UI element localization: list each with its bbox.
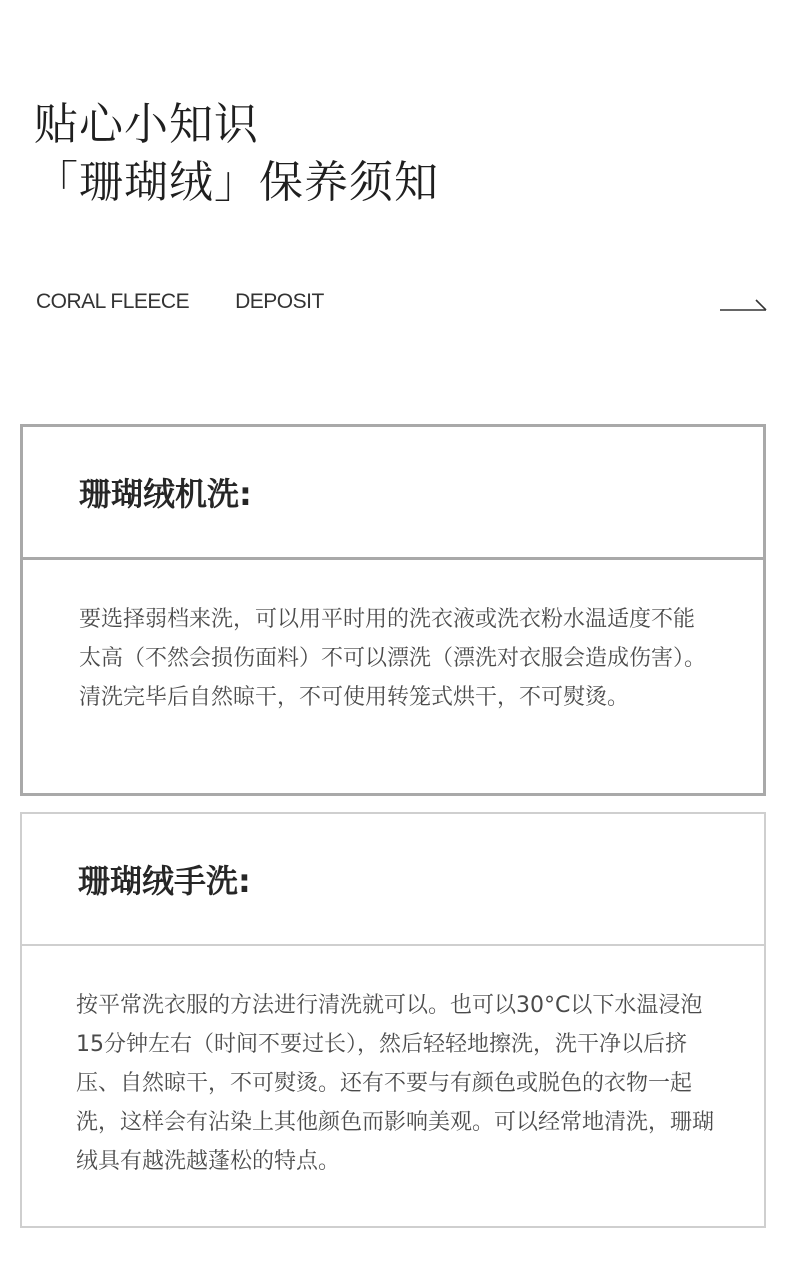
page-title-line-1: 贴心小知识 xyxy=(34,99,259,150)
page-title-line-2: 「珊瑚绒」保养须知 xyxy=(34,157,439,208)
machine-wash-card xyxy=(20,424,766,796)
hand-wash-heading: 珊瑚绒手洗: xyxy=(22,814,764,946)
machine-wash-text: 要选择弱档来洗，可以用平时用的洗衣液或洗衣粉水温适度不能太高（不然会损伤面料）不可以漂洗（漂洗对衣服会造成伤害）。清洗完毕后自然晾干，不可使用转笼式烘干，不可熨烫。 xyxy=(79,607,707,710)
subtitle-coral-fleece: CORAL FLEECE xyxy=(36,290,190,313)
hand-wash-text: 按平常洗衣服的方法进行清洗就可以。也可以30°C以下水温浸泡15分钟左右（时间不要过长），然后轻轻地擦洗，洗干净以后挤压、自然晾干，不可熨烫。还有不要与有颜色或脱色的衣物一起洗，这样会有沾染上其他颜色而影响美观。可以经常地清洗，珊瑚绒具有越洗越蓬松的特点。 xyxy=(76,993,715,1174)
subtitle-bar xyxy=(36,290,324,314)
hand-wash-card xyxy=(20,812,766,1228)
subtitle-deposit: DEPOSIT xyxy=(235,290,324,313)
page-title xyxy=(34,96,439,212)
long-arrow-right-icon xyxy=(720,296,768,316)
machine-wash-heading: 珊瑚绒机洗: xyxy=(23,427,763,560)
